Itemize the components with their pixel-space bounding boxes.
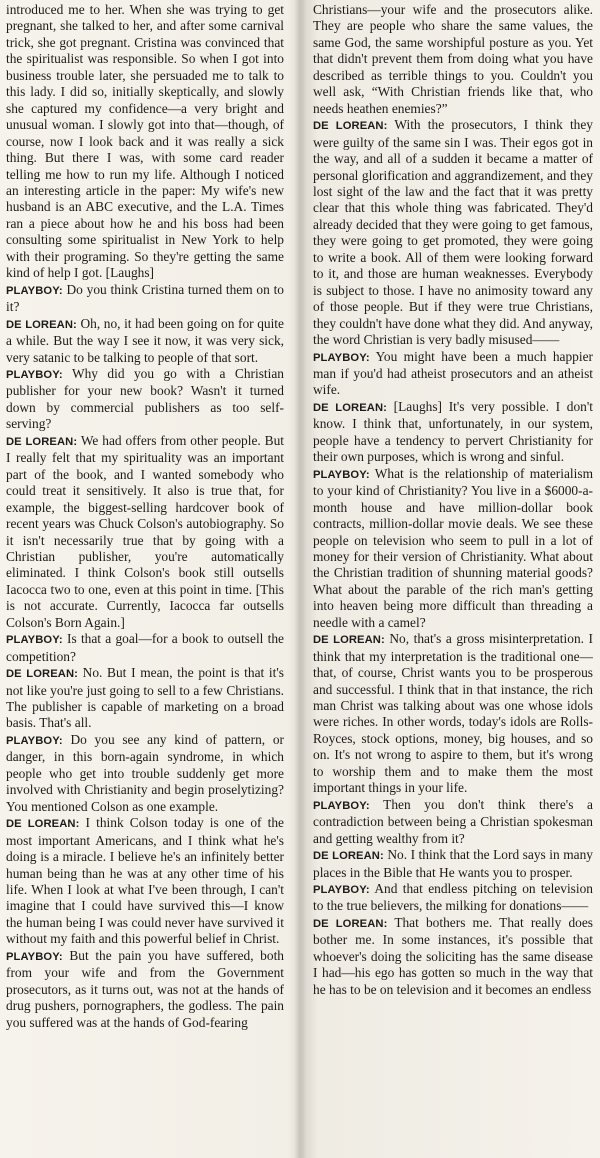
paragraph-text: Do you think Cristina turned them on to it? — [6, 281, 284, 315]
paragraph — [313, 349, 593, 399]
paragraph-text: You might have been a much happier man if you'd had atheist prosecutors and an atheist wife. — [313, 348, 593, 398]
paragraph-text: No. I think that the Lord says in many places in the Bible that He wants you to prosper. — [313, 847, 593, 880]
speaker-label: DE LOREAN: — [313, 917, 388, 930]
speaker-label: DE LOREAN: — [6, 668, 78, 681]
paragraph — [6, 366, 284, 433]
paragraph-text: [Laughs] It's very possible. I don't know. I think that, unfortunately, in our system, people have a tendency to pervert Christianity for their own purposes, which is wrong and sinful. — [313, 398, 593, 465]
paragraph — [313, 2, 593, 117]
paragraph-text: No. But I mean, the point is that it's not like you're just going to sell to a few Christians. The publisher is capable of marketing on a broad basis. That's all. — [6, 665, 284, 731]
paragraph — [313, 117, 593, 348]
paragraph — [313, 797, 593, 847]
paragraph — [313, 399, 593, 466]
paragraph-text: What is the relationship of materialism to your kind of Christianity? You live in a $6000-a-month house and have million-dollar book contracts, million-dollar movie deals. We see these people on television who seem to pull in a lot of money for their version of Christianity. What about the Christian tradition of shunning material goods? What about the parable of the rich man's getting into heaven being more difficult than threading a needle with a camel? — [313, 465, 593, 630]
paragraph-text: And that endless pitching on television to the true believers, the milking for donations—— — [313, 881, 593, 914]
paragraph — [6, 282, 284, 316]
paragraph-text: No, that's a gross misinterpretation. I think that my interpretation is the traditional one—that, of course, Christ wants you to be prosperous and successful. I think that in that instance, the rich man Christ was talking about was one whose idols were riches. In other words, today's idols are Rolls-Royces, stock options, money, big houses, and so on. It's not wrong to aspire to them, but it's wrong to worship them and to make them the most important things in your life. — [313, 631, 593, 796]
paragraph-text: Why did you go with a Christian publisher for your new book? Wasn't it turned down by commercial publishers as too self-serving? — [6, 365, 284, 432]
speaker-label: DE LOREAN: — [313, 401, 387, 414]
paragraph — [313, 631, 593, 797]
speaker-label: DE LOREAN: — [313, 850, 384, 863]
paragraph-text: We had offers from other people. But I really felt that my spirituality was an important part of the book, and I wanted somebody who could treat it sensitively. It also is true that, for example, the biggest-selling hardcover book of recent years was Chuck Colson's autobiography. So it isn't necessarily true that by going with a Christian publisher, you're automatically eliminated. I think Colson's book still outsells Iacocca two to one, even at this point in time. [This is not accurate. Currently, Iacocca far outsells Colson's Born Again.] — [6, 432, 284, 630]
paragraph — [6, 2, 284, 282]
page-gutter — [294, 0, 306, 1158]
paragraph-text: Do you see any kind of pattern, or danger, in this born-again syndrome, in which people who get into trouble suddenly get more involved with Christianity and begin proselytizing? You mentioned Colson as one example. — [6, 731, 284, 814]
paragraph — [6, 631, 284, 665]
paragraph — [6, 316, 284, 366]
paragraph-text: Oh, no, it had been going on for quite a while. But the way I see it now, it was very sick, very satanic to be talking to people of that sort. — [6, 315, 284, 365]
speaker-label: PLAYBOY: — [6, 368, 63, 381]
speaker-label: PLAYBOY: — [313, 884, 370, 897]
speaker-label: PLAYBOY: — [6, 634, 63, 647]
speaker-label: DE LOREAN: — [6, 318, 77, 331]
speaker-label: DE LOREAN: — [6, 818, 80, 831]
paragraph — [313, 466, 593, 632]
right-column — [313, 2, 593, 1158]
speaker-label: PLAYBOY: — [6, 284, 63, 297]
speaker-label: PLAYBOY: — [6, 950, 63, 963]
paragraph — [6, 732, 284, 815]
paragraph-text: But the pain you have suffered, both from your wife and from the Government prosecutors, as it turns out, was not at the hands of drug pushers, pornographers, the godless. The pain you suffered was at the hands of God-fearing — [6, 947, 284, 1030]
speaker-label: PLAYBOY: — [313, 799, 370, 812]
paragraph — [313, 881, 593, 915]
speaker-label: DE LOREAN: — [313, 120, 388, 133]
paragraph-text: introduced me to her. When she was trying to get pregnant, she talked to her, and after some carnival trick, she got pregnant. Cristina was convinced that the spiritualist was responsible. So when I got into business trouble later, she persuaded me to talk to this lady. I did so, initially skeptically, and slowly she captured my confidence—a very bright and unusual woman. I slowly got into that—though, of course, now I look back and it was really a sick thing. But there I was, with some card reader telling me how to run my life. Although I noticed an interesting article in the paper: My wife's new husband is an ABC executive, and the L.A. Times ran a piece about how he and his boss had been consulting some spiritualist in New York to help with their programing. So they're getting the same kind of help I got. [Laughs] — [6, 2, 284, 281]
paragraph-text: That bothers me. That really does bother me. In some instances, it's possible that whoever's doing the soliciting has the same disease I had—his ego has gotten so much in the way that he has to be on television and it becomes an endless — [313, 914, 593, 997]
paragraph-text: I think Colson today is one of the most important Americans, and I think what he's doing is a miracle. I believe he's an infinitely better human being than he was at any other time of his life. When I look at what I've been through, I can't imagine that I could have survived this—I know the human being I was could never have survived it without my faith and this powerful belief in Christ. — [6, 815, 284, 947]
speaker-label: PLAYBOY: — [6, 734, 63, 747]
paragraph — [313, 847, 593, 881]
paragraph-text: Christians—your wife and the prosecutors alike. They are people who share the same values, the same God, the same worshipful posture as you. Yet that didn't prevent them from doing what you have described as terrible things to you. Couldn't you well ask, “With Christian friends like that, who needs heathen enemies?” — [313, 2, 593, 116]
paragraph-text: Then you don't think there's a contradiction between being a Christian spokesman and getting wealthy from it? — [313, 796, 593, 846]
paragraph — [6, 665, 284, 732]
paragraph — [6, 948, 284, 1031]
speaker-label: DE LOREAN: — [313, 634, 385, 647]
paragraph — [6, 815, 284, 948]
paragraph-text: Is that a goal—for a book to outsell the competition? — [6, 631, 284, 664]
speaker-label: PLAYBOY: — [313, 351, 370, 364]
speaker-label: DE LOREAN: — [6, 435, 78, 448]
speaker-label: PLAYBOY: — [313, 468, 370, 481]
paragraph-text: With the prosecutors, I think they were guilty of the same sin I was. Their egos got in the way, and all of a sudden it became a matter of personal glorification and aggrandizement, and they lost sight of the law and the fact that it was pretty clear that this whole thing was fabricated. They'd already decided that they were going to get famous, they were going to get promoted, they were going to write a book. All of them were looking forward to it, and those are human weaknesses. Everybody is subject to those. I have no animosity toward any of those people. But if they were true Christians, they couldn't have done what they did. And anyway, the word Christian is very badly misused—— — [313, 117, 593, 348]
left-column — [6, 2, 284, 1158]
paragraph — [6, 433, 284, 631]
paragraph — [313, 915, 593, 998]
